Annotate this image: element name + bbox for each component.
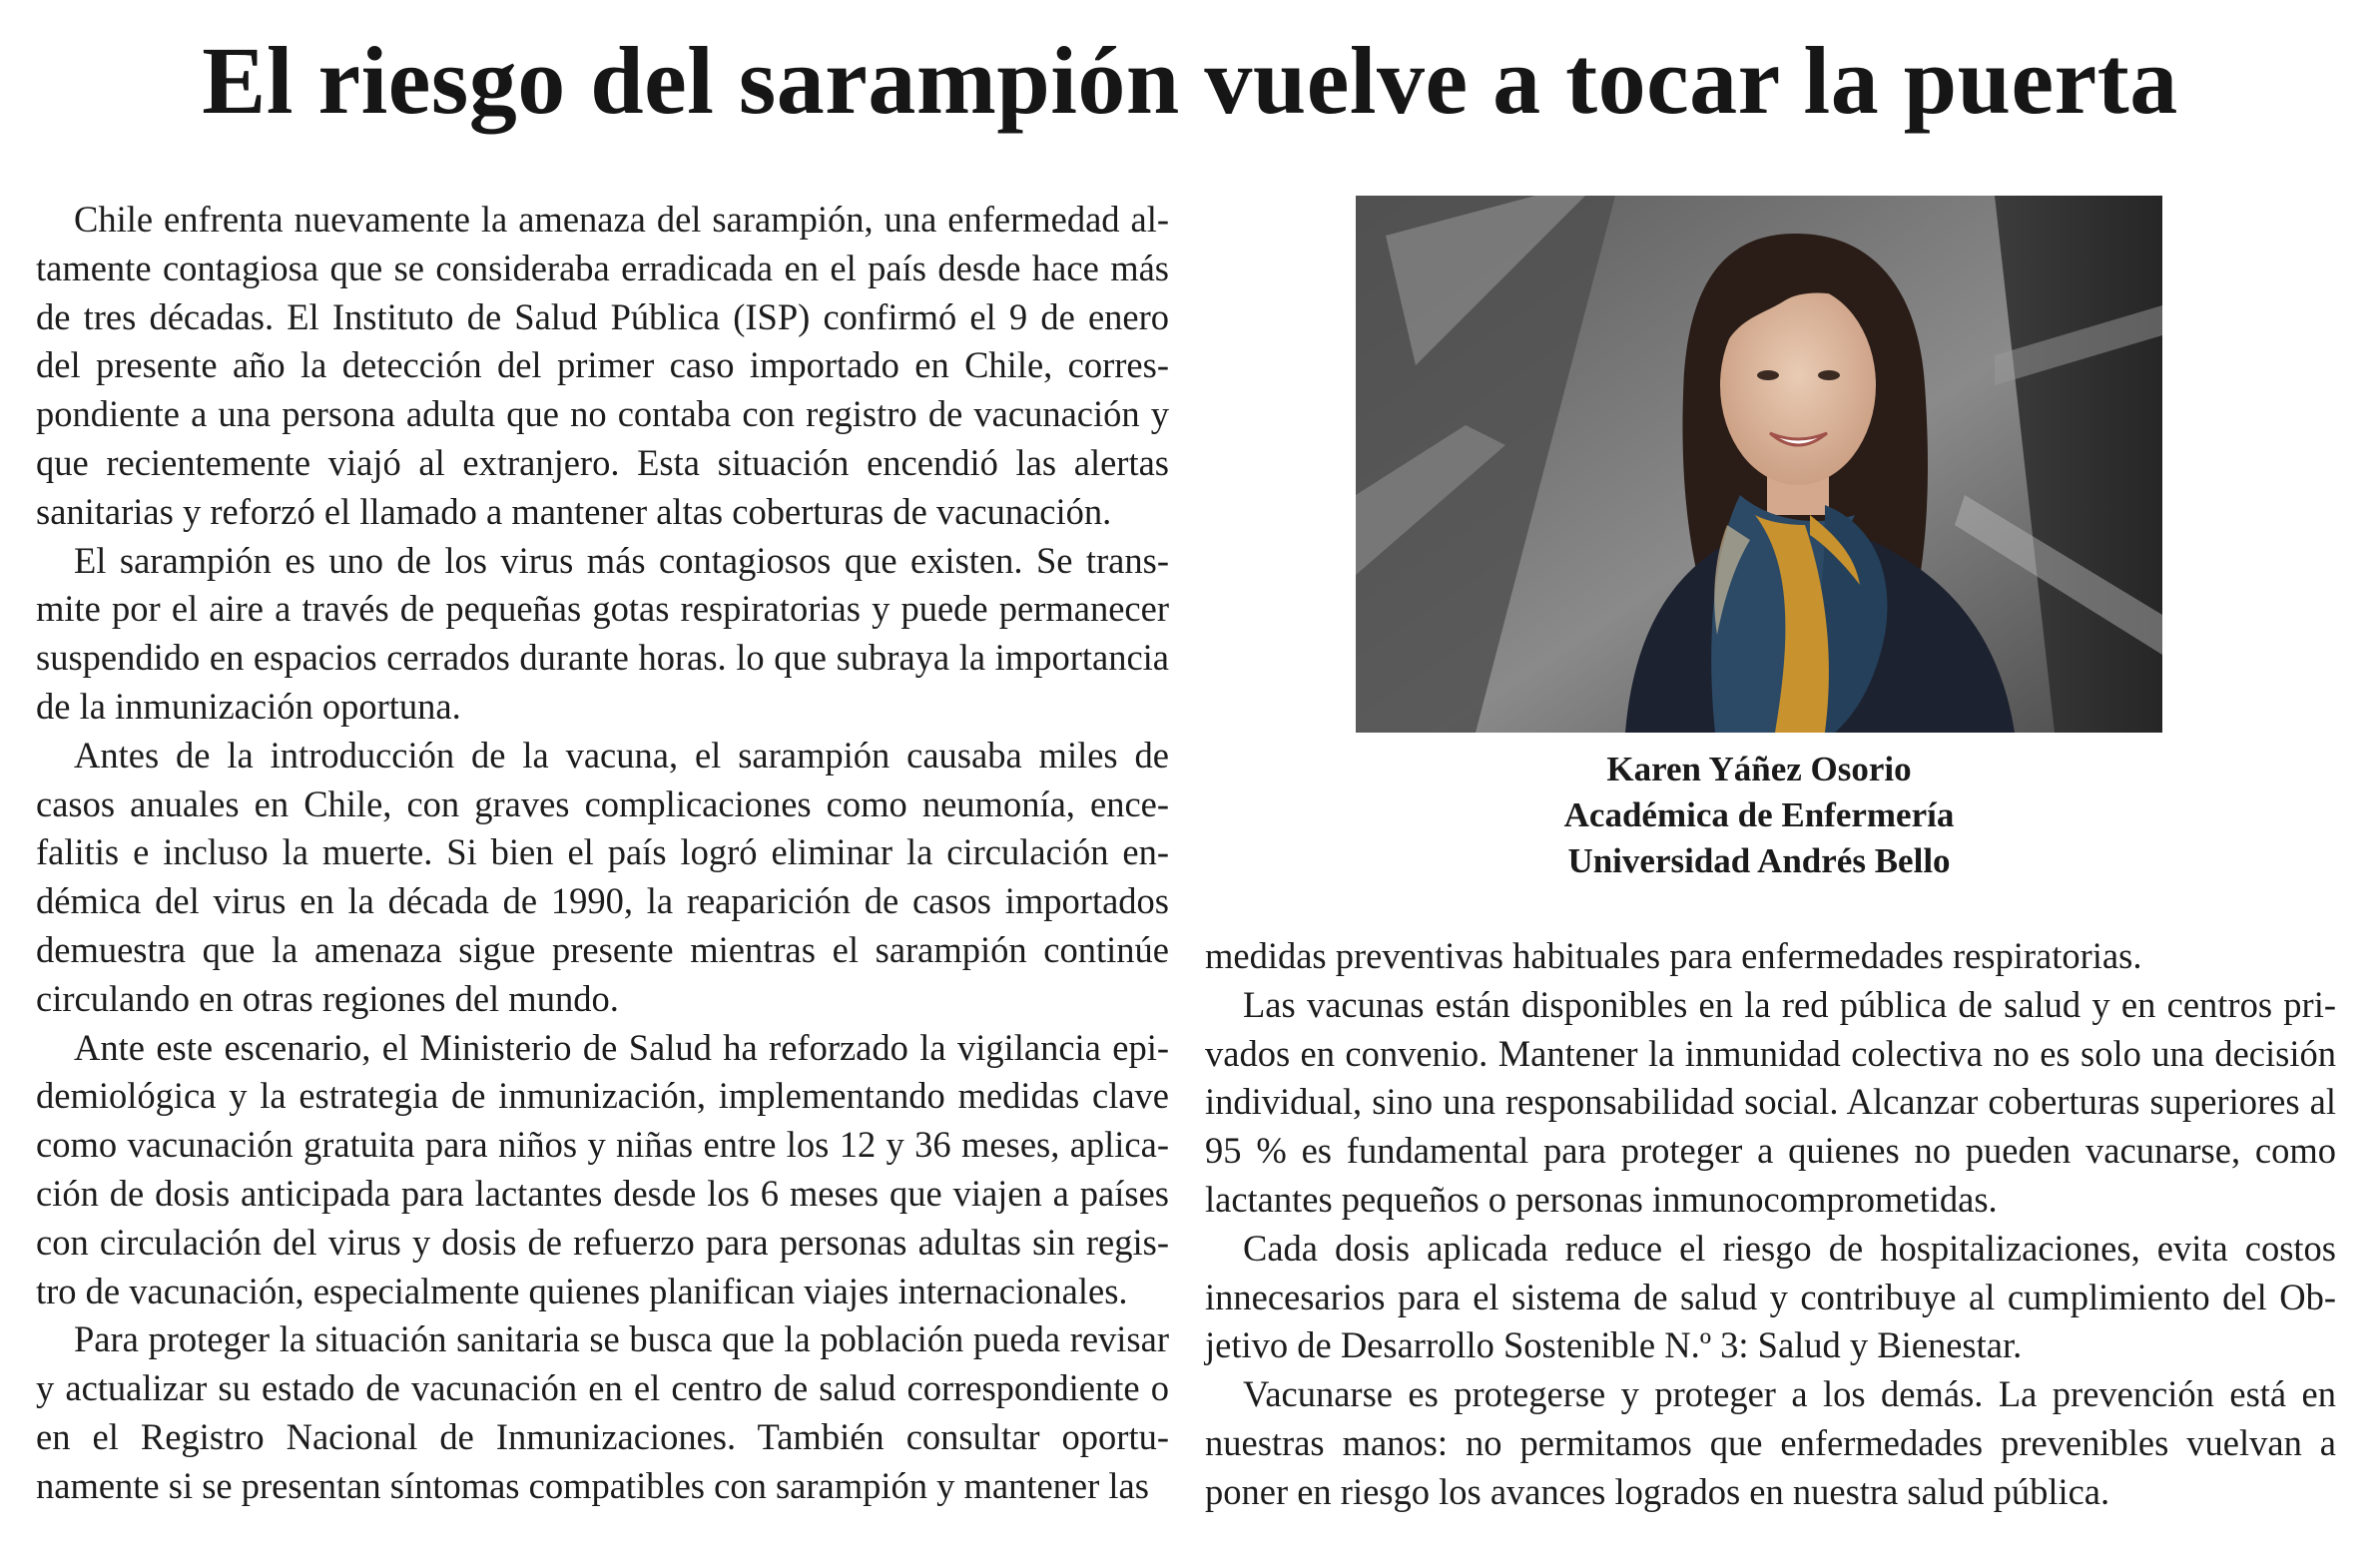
article-headline: El riesgo del sarampión vuelve a tocar la puerta [202,27,2178,134]
article-paragraph: Ante este escenario, el Ministerio de Salud ha reforzado la vigilancia epidemiológica y la estrategia de inmunización, implementando medidas clave como vacunación gratuita para niños y niñas entre los 12 y 36 meses, aplicación de dosis anticipada para lactantes desde los 6 meses que viajen a países con circulación del virus y dosis de refuerzo para personas adultas sin registro de vacunación, especialmente quienes planifican viajes internacionales. [36,1026,1169,1311]
article-paragraph: Chile enfrenta nuevamente la amenaza del sarampión, una enfermedad altamente contagiosa que se consideraba erradicada en el país desde hace más de tres décadas. El Instituto de Salud Pública (ISP) confirmó el 9 de enero del presente año la detección del primer caso importado en Chile, correspondiente a una persona adulta que no contaba con registro de vacunación y que recientemente viajó al extranjero. Esta situación encendió las alertas sanitarias y reforzó el llamado a mantener altas coberturas de vacunación. [36,199,1169,532]
author-photo [1356,196,2162,733]
caption-name: Karen Yáñez Osorio [1606,750,1912,788]
article-paragraph-continuation: medidas preventivas habituales para enfermedades respiratorias. [1205,935,2142,976]
article-left-column [36,196,1169,1511]
article-paragraph: Cada dosis aplicada reduce el riesgo de hospitalizaciones, evita costos innecesarios para el sistema de salud y contribuye al cumplimiento del Objetivo de Desarrollo Sostenible N.º 3: Salud y Bienestar. [1205,1227,2336,1366]
article-paragraph: Antes de la introducción de la vacuna, el sarampión causaba miles de casos anuales en Chile, con graves complicaciones como neumonía, encefalitis e incluso la muerte. Si bien el país logró eliminar la circulación endémica del virus en la década de 1990, la reaparición de casos importados demuestra que la amenaza sigue presente mientras el sarampión continúe circulando en otras regiones del mundo. [36,734,1169,1019]
article-right-column [1205,932,2336,1517]
article-paragraph: Las vacunas están disponibles en la red pública de salud y en centros privados en convenio. Mantener la inmunidad colectiva no es solo una decisión individual, sino una responsabilidad social. Alcanzar coberturas superiores al 95 % es fundamental para proteger a quienes no pueden vacunarse, como lactantes pequeños o personas inmunocomprometidas. [1205,983,2336,1220]
article-paragraph: Vacunarse es protegerse y proteger a los demás. La prevención está en nuestras manos: no permitamos que enfermedades prevenibles vuelvan a poner en riesgo los avances logrados en nuestra salud pública. [1205,1373,2336,1512]
article-paragraph: Para proteger la situación sanitaria se busca que la población pueda revisar y actualizar su estado de vacunación en el centro de salud correspondiente o en el Registro Nacional de Inmunizaciones. También consultar oportunamente si se presentan síntomas compatibles con sarampión y mantener las [36,1318,1169,1506]
photo-caption [1356,747,2162,884]
caption-institution: Universidad Andrés Bello [1567,841,1951,880]
article-paragraph: El sarampión es uno de los virus más contagiosos que existen. Se transmite por el aire a través de pequeñas gotas respiratorias y puede permanecer suspendido en espacios cerrados durante horas. lo que subraya la importancia de la inmunización oportuna. [36,539,1169,727]
caption-role: Académica de Enfermería [1563,795,1955,834]
